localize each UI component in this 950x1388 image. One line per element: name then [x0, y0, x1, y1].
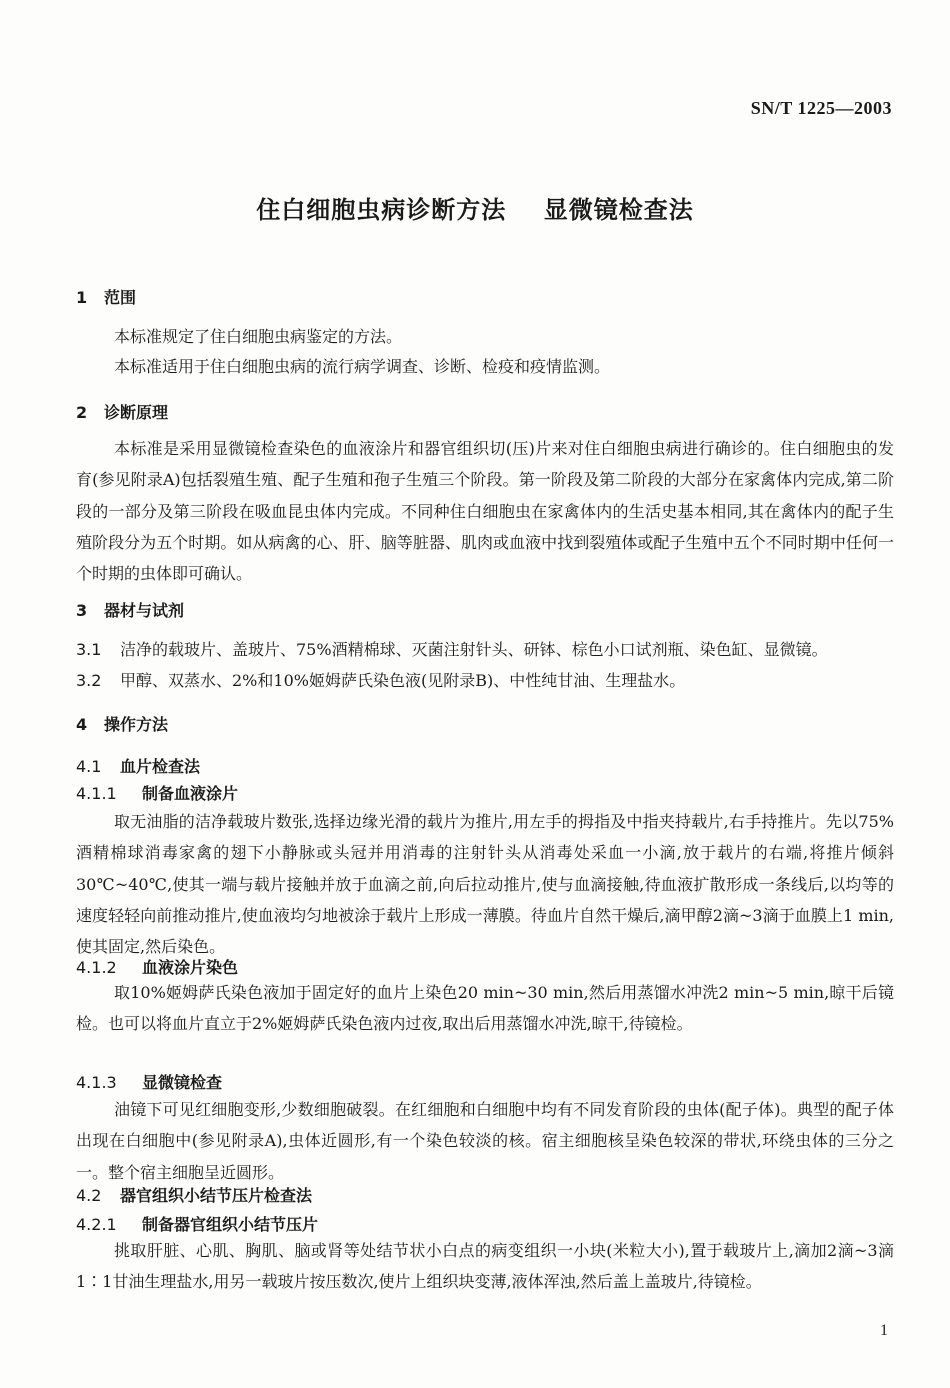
section-3-heading: 3 器材与试剂 [76, 601, 185, 620]
section-2-paragraph: 本标准是采用显微镜检查染色的血液涂片和器官组织切(压)片来对住白细胞虫病进行确诊的。住白细胞虫的发育(参见附录A)包括裂殖生殖、配子生殖和孢子生殖三个阶段。第一阶段及第二阶段的大部分在家禽体内完成,第二阶段的一部分及第三阶段在吸血昆虫体内完成。不同种住白细胞虫在家禽体内的生活史基本相同,其在禽体内的配子生殖阶段分为五个时期。如从病禽的心、肝、脑等脏器、肌肉或血液中找到裂殖体或配子生殖中五个不同时期中任何一个时期的虫体即可确认。 [76, 439, 894, 584]
section-4-heading: 4 操作方法 [76, 715, 169, 734]
item-3-1: 3.1 洁净的载玻片、盖玻片、75%酒精棉球、灭菌注射针头、研钵、棕色小口试剂瓶、染色缸、显微镜。 [76, 640, 828, 659]
item-3-2: 3.2 甲醇、双蒸水、2%和10%姬姆萨氏染色液(见附录B)、中性纯甘油、生理盐水。 [76, 671, 686, 690]
section-4-2-1-paragraph: 挑取肝脏、心肌、胸肌、脑或肾等处结节状小白点的病变组织一小块(米粒大小),置于载玻片上,滴加2滴~3滴1∶1甘油生理盐水,用另一载玻片按压数次,使片上组织块变薄,液体浑浊,然后盖上盖玻片,待镜检。 [76, 1241, 894, 1292]
section-4-1-2-heading: 4.1.2 血液涂片染色 [76, 958, 239, 977]
page-number: 1 [880, 1322, 888, 1339]
section-1-heading: 1 范围 [76, 288, 137, 307]
document-title: 住白细胞虫病诊断方法 显微镜检查法 [256, 196, 694, 224]
section-4-1-2-paragraph: 取10%姬姆萨氏染色液加于固定好的血片上染色20 min~30 min,然后用蒸馏水冲洗2 min~5 min,晾干后镜检。也可以将血片直立于2%姬姆萨氏染色液内过夜,取出后用蒸馏水冲洗,晾干,待镜检。 [76, 983, 894, 1034]
section-2-heading: 2 诊断原理 [76, 403, 169, 422]
section-4-1-3-heading: 4.1.3 显微镜检查 [76, 1073, 223, 1092]
section-1-paragraph-2: 本标准适用于住白细胞虫病的流行病学调查、诊断、检疫和疫情监测。 [114, 357, 611, 376]
section-1-paragraph-1: 本标准规定了住白细胞虫病鉴定的方法。 [114, 327, 403, 346]
section-4-1-1-heading: 4.1.1 制备血液涂片 [76, 784, 239, 803]
section-4-1-heading: 4.1 血片检查法 [76, 757, 201, 776]
standard-code: SN/T 1225—2003 [750, 98, 892, 118]
section-4-2-heading: 4.2 器官组织小结节压片检查法 [76, 1186, 313, 1205]
section-4-1-3-paragraph: 油镜下可见红细胞变形,少数细胞破裂。在红细胞和白细胞中均有不同发育阶段的虫体(配子体)。典型的配子体出现在白细胞中(参见附录A),虫体近圆形,有一个染色较淡的核。宿主细胞核呈染色较深的带状,环绕虫体的三分之一。整个宿主细胞呈近圆形。 [76, 1100, 894, 1182]
section-4-1-1-paragraph: 取无油脂的洁净载玻片数张,选择边缘光滑的载片为推片,用左手的拇指及中指夹持载片,右手持推片。先以75%酒精棉球消毒家禽的翅下小静脉或头冠并用消毒的注射针头从消毒处采血一小滴,放于载片的右端,将推片倾斜30℃~40℃,使其一端与载片接触并放于血滴之前,向后拉动推片,使与血滴接触,待血液扩散形成一条线后,以均等的速度轻轻向前推动推片,使血液均匀地被涂于载片上形成一薄膜。待血片自然干燥后,滴甲醇2滴~3滴于血膜上1 min,使其固定,然后染色。 [76, 812, 894, 957]
section-4-2-1-heading: 4.2.1 制备器官组织小结节压片 [76, 1215, 319, 1234]
